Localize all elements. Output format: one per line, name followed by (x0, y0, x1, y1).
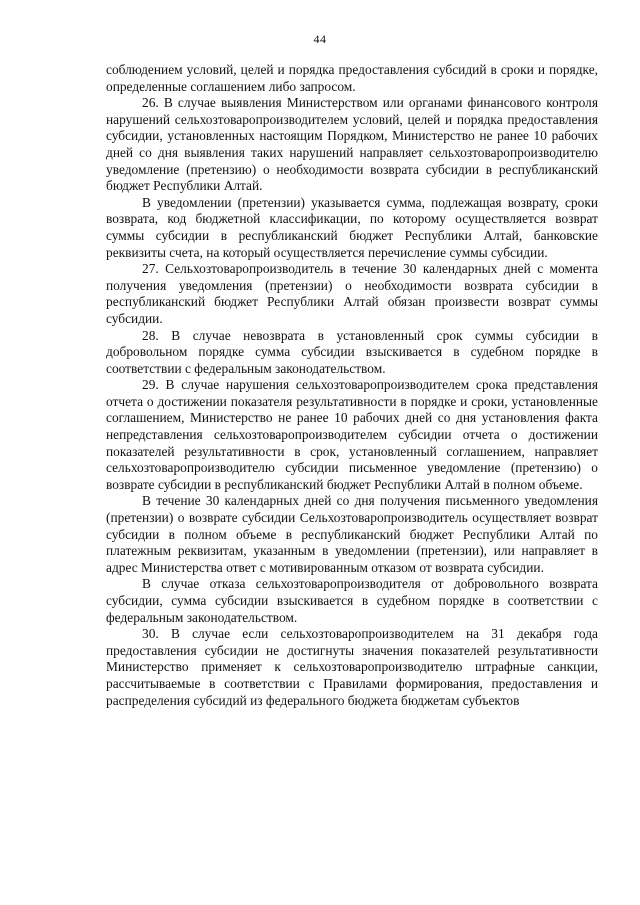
paragraph-item-30: 30. В случае если сельхозтоваропроизводителем на 31 декабря года предоставления субсидии не достигнуты значения показателей результативности Министерство применяет к сельхозтоваропроизводителю штрафные санкции, рассчитываемые в соответствии с Правилами формирования, предоставления и распределения субсидий из федерального бюджета бюджетам субъектов (106, 626, 598, 708)
paragraph-item-28: 28. В случае невозврата в установленный срок суммы субсидии в добровольном порядке сумма субсидии взыскивается в судебном порядке в соответствии с федеральным законодательством. (106, 327, 598, 376)
paragraph-continuation: соблюдением условий, целей и порядка предоставления субсидий в сроки и порядке, определенные соглашением либо запросом. (106, 62, 598, 94)
paragraph-refusal: В случае отказа сельхозтоваропроизводителя от добровольного возврата субсидии, сумма субсидии взыскивается в судебном порядке в соответствии с федеральным законодательством. (106, 576, 598, 625)
paragraph-notice-contents: В уведомлении (претензии) указывается сумма, подлежащая возврату, сроки возврата, код бюджетной классификации, по которому осуществляется возврат суммы субсидии в республиканский бюджет Республики Алтай, банковские реквизиты счета, на который осуществляется перечисление суммы субсидии. (106, 194, 598, 260)
document-body (106, 62, 598, 709)
page-number: 44 (313, 32, 327, 46)
paragraph-return-period: В течение 30 календарных дней со дня получения письменного уведомления (претензии) о возврате субсидии Сельхозтоваропроизводитель осуществляет возврат субсидии в полном объеме в республиканский бюджет Республики Алтай по платежным реквизитам, указанным в уведомлении (претензии), или направляет в адрес Министерства ответ с мотивированным отказом от возврата субсидии. (106, 493, 598, 575)
paragraph-item-26: 26. В случае выявления Министерством или органами финансового контроля нарушений сельхозтоваропроизводителем условий, целей и порядка предоставления субсидии, установленных настоящим Порядком, Министерство не ранее 10 рабочих дней со дня выявления таких нарушений направляет сельхозтоваропроизводителю уведомление (претензию) о необходимости возврата субсидии в республиканский бюджет Республики Алтай. (106, 95, 598, 194)
paragraph-item-29: 29. В случае нарушения сельхозтоваропроизводителем срока представления отчета о достижении показателя результативности в порядке и сроки, установленные соглашением, Министерство не ранее 10 рабочих дней со дня установления факта непредставления сельхозтоваропроизводителем субсидии отчета о достижении показателей результативности в срок, установленный соглашением, направляет сельхозтоваропроизводителю субсидии письменное уведомление (претензию) о возврате субсидии в республиканский бюджет Республики Алтай в полном объеме. (106, 377, 598, 492)
paragraph-item-27: 27. Сельхозтоваропроизводитель в течение 30 календарных дней с момента получения уведомления (претензии) о необходимости возврата субсидии в республиканский бюджет Республики Алтай обязан произвести возврат суммы субсидии. (106, 261, 598, 326)
